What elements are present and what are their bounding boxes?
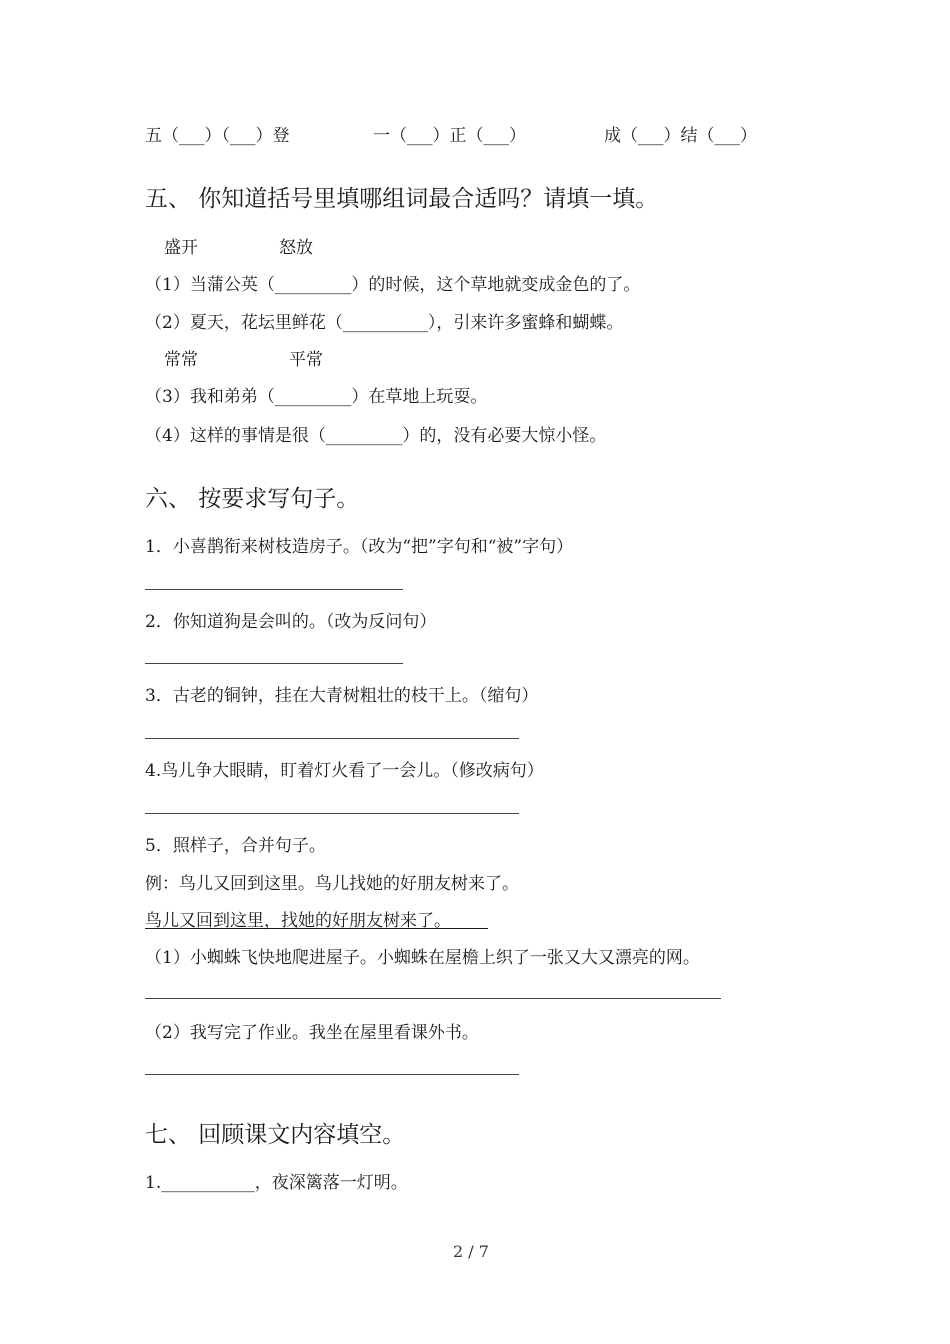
example-answer-underline bbox=[145, 928, 488, 929]
word-group-2: 一（___）正（___） bbox=[373, 126, 526, 146]
word-option-a1: 盛开 bbox=[164, 238, 198, 258]
word-option-b1: 常常 bbox=[164, 350, 198, 370]
word-option-b2: 平常 bbox=[289, 350, 323, 370]
word-option-a2: 怒放 bbox=[279, 238, 313, 258]
section-6-heading: 六、 按要求写句子。 bbox=[145, 486, 360, 512]
section-5-question-2: （2）夏天，花坛里鲜花（__________），引来许多蜜蜂和蝴蝶。 bbox=[145, 313, 624, 333]
section-5-question-1: （1）当蒲公英（_________）的时候，这个草地就变成金色的了。 bbox=[145, 275, 641, 295]
section-5-question-4: （4）这样的事情是很（_________）的，没有必要大惊小怪。 bbox=[145, 426, 607, 446]
word-group-1: 五（___）（___）登 bbox=[145, 126, 290, 146]
section-7-question-1: 1.___________，夜深篱落一灯明。 bbox=[145, 1173, 408, 1193]
section-6-question-4: 4.鸟儿争大眼睛，盯着灯火看了一会儿。（修改病句） bbox=[145, 761, 544, 781]
page-number: 2 / 7 bbox=[453, 1242, 489, 1261]
example-answer: 鸟儿又回到这里，找她的好朋友树来了。 bbox=[145, 911, 451, 931]
section-5-heading: 五、 你知道括号里填哪组词最合适吗？请填一填。 bbox=[145, 186, 659, 212]
answer-line-1[interactable] bbox=[145, 589, 403, 590]
section-6-question-5-2: （2）我写完了作业。我坐在屋里看课外书。 bbox=[145, 1023, 479, 1043]
answer-line-4[interactable] bbox=[145, 813, 519, 814]
section-6-question-5-1: （1）小蜘蛛飞快地爬进屋子。小蜘蛛在屋檐上织了一张又大又漂亮的网。 bbox=[145, 948, 700, 968]
section-6-question-5: 5．照样子，合并句子。 bbox=[145, 836, 326, 856]
answer-line-5-2[interactable] bbox=[145, 1074, 519, 1075]
section-6-question-3: 3．古老的铜钟，挂在大青树粗壮的枝干上。（缩句） bbox=[145, 686, 539, 706]
word-group-3: 成（___）结（___） bbox=[604, 126, 757, 146]
section-5-question-3: （3）我和弟弟（_________）在草地上玩耍。 bbox=[145, 387, 488, 407]
example-sentence: 例：鸟儿又回到这里。鸟儿找她的好朋友树来了。 bbox=[145, 874, 519, 894]
section-6-question-2: 2．你知道狗是会叫的。（改为反问句） bbox=[145, 612, 437, 632]
answer-line-3[interactable] bbox=[145, 738, 519, 739]
section-7-heading: 七、 回顾课文内容填空。 bbox=[145, 1122, 406, 1148]
answer-line-5-1[interactable] bbox=[145, 998, 721, 999]
answer-line-2[interactable] bbox=[145, 663, 403, 664]
section-6-question-1: 1．小喜鹊衔来树枝造房子。（改为“把”字句和“被”字句） bbox=[145, 537, 574, 557]
